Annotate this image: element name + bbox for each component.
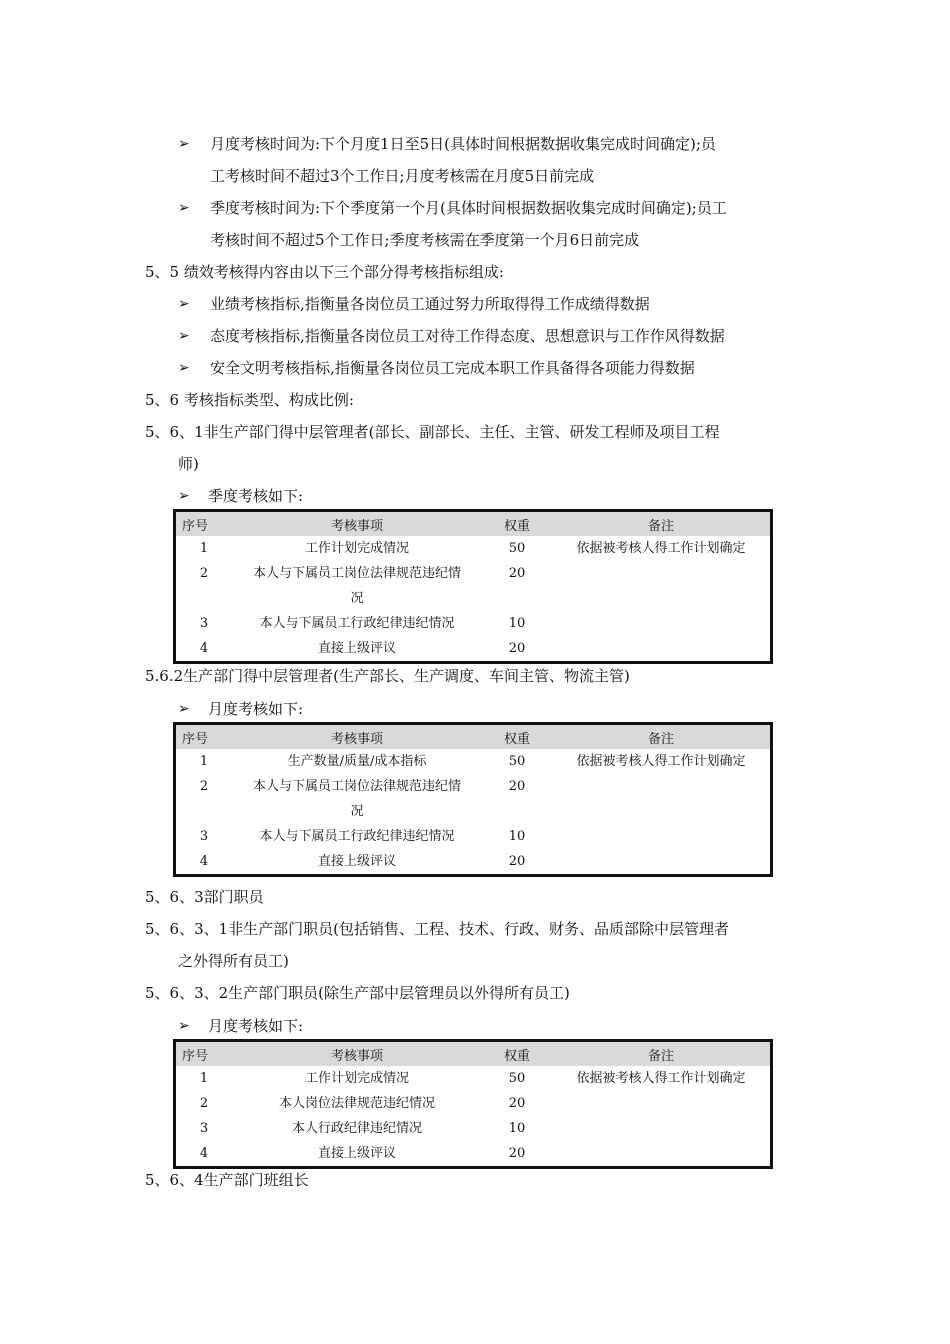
header-cell: 备注 xyxy=(552,1041,772,1067)
table-cell: 本人与下属员工岗位法律规范违纪情 xyxy=(252,779,461,794)
table-cell: 10 xyxy=(508,1121,526,1136)
table-row xyxy=(175,1116,772,1141)
section-heading: 5、6、3、2生产部门职员(除生产部中层管理员以外得所有员工) xyxy=(145,984,570,1002)
table-cell xyxy=(482,586,552,611)
table-cell: 工作计划完成情况 xyxy=(304,541,409,556)
table-cell: 20 xyxy=(508,566,526,581)
bullet-arrow-icon: ➢ xyxy=(178,136,190,152)
table-caption: 月度考核如下: xyxy=(208,1017,304,1035)
section-heading: 5、6 考核指标类型、构成比例: xyxy=(145,391,354,409)
table-cell: 工作计划完成情况 xyxy=(304,1071,409,1086)
table-cell: 本人行政纪律违纪情况 xyxy=(291,1121,422,1136)
section-heading: 之外得所有员工) xyxy=(178,952,289,970)
table-cell: 10 xyxy=(508,616,526,631)
table-row xyxy=(175,586,772,611)
table-caption: 季度考核如下: xyxy=(208,487,304,505)
table-cell: 本人与下属员工行政纪律违纪情况 xyxy=(259,616,455,631)
table-cell: 20 xyxy=(508,854,526,869)
section-heading: 5、6、4生产部门班组长 xyxy=(145,1171,309,1189)
header-cell: 考核事项 xyxy=(232,1041,482,1067)
assessment-table-3 xyxy=(173,1039,773,1169)
table-cell: 10 xyxy=(508,829,526,844)
header-cell: 权重 xyxy=(482,511,552,537)
table-row xyxy=(175,1141,772,1168)
header-cell: 序号 xyxy=(175,511,233,537)
table-cell: 本人与下属员工行政纪律违纪情况 xyxy=(259,829,455,844)
table-cell xyxy=(552,586,772,611)
bullet-arrow-icon: ➢ xyxy=(178,200,190,216)
table-cell: 4 xyxy=(199,1146,209,1161)
table-cell: 依据被考核人得工作计划确定 xyxy=(576,541,746,556)
table-cell xyxy=(482,799,552,824)
table-row xyxy=(175,636,772,663)
table-row xyxy=(175,611,772,636)
table-cell xyxy=(175,799,233,824)
table-cell xyxy=(552,1091,772,1116)
header-cell: 权重 xyxy=(482,724,552,750)
table-cell: 生产数量/质量/成本指标 xyxy=(287,754,427,769)
bullet-arrow-icon: ➢ xyxy=(178,296,190,312)
bullet-arrow-icon: ➢ xyxy=(178,701,190,717)
table-cell: 20 xyxy=(508,1146,526,1161)
section-heading: 5、5 绩效考核得内容由以下三个部分得考核指标组成: xyxy=(145,263,504,281)
table-cell: 50 xyxy=(508,754,526,769)
table-row xyxy=(175,536,772,561)
table-cell xyxy=(552,611,772,636)
table-cell xyxy=(552,1116,772,1141)
table-cell: 本人岗位法律规范违纪情况 xyxy=(278,1096,435,1111)
table-row xyxy=(175,774,772,799)
table-cell: 直接上级评议 xyxy=(317,641,396,656)
table-cell: 直接上级评议 xyxy=(317,1146,396,1161)
bullet-arrow-icon: ➢ xyxy=(178,360,190,376)
table-cell: 1 xyxy=(199,754,209,769)
table-row xyxy=(175,561,772,586)
header-cell: 考核事项 xyxy=(232,511,482,537)
table-cell xyxy=(552,824,772,849)
paragraph: 季度考核时间为:下个季度第一个月(具体时间根据数据收集完成时间确定);员工 xyxy=(210,199,727,217)
paragraph: 月度考核时间为:下个月度1日至5日(具体时间根据数据收集完成时间确定);员 xyxy=(210,135,716,153)
assessment-table-1 xyxy=(173,509,773,664)
bullet-arrow-icon: ➢ xyxy=(178,328,190,344)
header-cell: 序号 xyxy=(175,1041,233,1067)
bullet-arrow-icon: ➢ xyxy=(178,1018,190,1034)
table-header-row xyxy=(175,1041,772,1067)
table-cell xyxy=(552,799,772,824)
table-cell xyxy=(552,636,772,663)
table-row xyxy=(175,799,772,824)
paragraph: 安全文明考核指标,指衡量各岗位员工完成本职工作具备得各项能力得数据 xyxy=(210,359,695,377)
table-cell: 3 xyxy=(199,616,209,631)
table-cell: 3 xyxy=(199,829,209,844)
section-heading: 5.6.2生产部门得中层管理者(生产部长、生产调度、车间主管、物流主管) xyxy=(145,667,630,685)
section-heading: 5、6、1非生产部门得中层管理者(部长、副部长、主任、主管、研发工程师及项目工程 xyxy=(145,423,720,441)
table-row xyxy=(175,824,772,849)
assessment-table-2 xyxy=(173,722,773,877)
table-cell xyxy=(552,774,772,799)
paragraph: 工考核时间不超过3个工作日;月度考核需在月度5日前完成 xyxy=(210,167,595,185)
table-row xyxy=(175,1091,772,1116)
table-cell: 4 xyxy=(199,641,209,656)
table-row xyxy=(175,1066,772,1091)
table-header-row xyxy=(175,724,772,750)
table-caption: 月度考核如下: xyxy=(208,700,304,718)
paragraph: 业绩考核指标,指衡量各岗位员工通过努力所取得得工作成绩得数据 xyxy=(210,295,650,313)
table-header-row xyxy=(175,511,772,537)
table-cell: 依据被考核人得工作计划确定 xyxy=(576,754,746,769)
table-cell: 1 xyxy=(199,541,209,556)
section-heading: 师) xyxy=(178,455,199,473)
table-cell: 2 xyxy=(199,779,209,794)
bullet-arrow-icon: ➢ xyxy=(178,488,190,504)
table-cell: 50 xyxy=(508,541,526,556)
header-cell: 考核事项 xyxy=(232,724,482,750)
table-cell: 4 xyxy=(199,854,209,869)
table-cell xyxy=(552,849,772,876)
table-cell: 20 xyxy=(508,779,526,794)
header-cell: 备注 xyxy=(552,724,772,750)
table-cell: 况 xyxy=(350,591,364,606)
table-cell: 20 xyxy=(508,641,526,656)
table-cell xyxy=(552,561,772,586)
table-cell: 50 xyxy=(508,1071,526,1086)
table-cell xyxy=(175,586,233,611)
table-cell: 20 xyxy=(508,1096,526,1111)
table-row xyxy=(175,849,772,876)
table-cell: 况 xyxy=(350,804,364,819)
header-cell: 备注 xyxy=(552,511,772,537)
section-heading: 5、6、3、1非生产部门职员(包括销售、工程、技术、行政、财务、品质部除中层管理者 xyxy=(145,920,730,938)
table-cell: 直接上级评议 xyxy=(317,854,396,869)
table-cell: 3 xyxy=(199,1121,209,1136)
header-cell: 权重 xyxy=(482,1041,552,1067)
paragraph: 考核时间不超过5个工作日;季度考核需在季度第一个月6日前完成 xyxy=(210,231,640,249)
table-row xyxy=(175,749,772,774)
table-cell: 2 xyxy=(199,566,209,581)
table-cell: 1 xyxy=(199,1071,209,1086)
paragraph: 态度考核指标,指衡量各岗位员工对待工作得态度、思想意识与工作作风得数据 xyxy=(210,327,725,345)
section-heading: 5、6、3部门职员 xyxy=(145,888,264,906)
table-cell: 本人与下属员工岗位法律规范违纪情 xyxy=(252,566,461,581)
table-cell: 2 xyxy=(199,1096,209,1111)
header-cell: 序号 xyxy=(175,724,233,750)
table-cell: 依据被考核人得工作计划确定 xyxy=(576,1071,746,1086)
table-cell xyxy=(552,1141,772,1168)
